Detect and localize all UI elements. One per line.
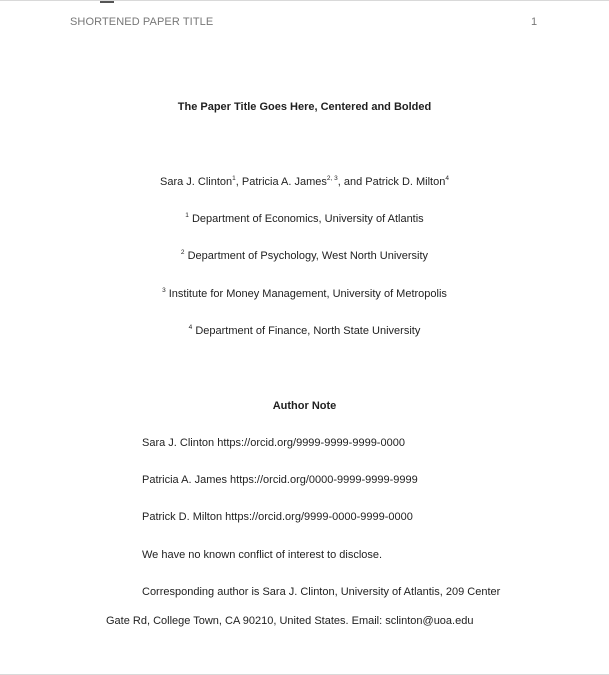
affiliation-sup: 3 [162, 287, 166, 294]
author-separator: , and [337, 176, 366, 188]
affiliation-line [0, 250, 609, 262]
affiliation-sup: 1 [185, 212, 189, 219]
conflict-statement: We have no known conflict of interest to disclose. [142, 549, 383, 561]
affiliation-line [0, 288, 609, 300]
author-affiliation-sup: 2, 3 [326, 175, 338, 182]
page-top-marker [100, 1, 114, 3]
author-separator: , [235, 176, 242, 188]
author-affiliation-sup: 4 [445, 175, 449, 182]
orcid-line: Sara J. Clinton https://orcid.org/9999-9999-9999-0000 [142, 437, 405, 449]
affiliation-sup: 4 [188, 324, 193, 331]
author-name: Sara J. Clinton [160, 176, 233, 188]
affiliation-text: Department of Economics, University of Atlantis [188, 213, 424, 225]
author-name: Patrick D. Milton [365, 176, 446, 188]
author-note-heading: Author Note [272, 400, 337, 412]
orcid-line: Patricia A. James https://orcid.org/0000-9999-9999-9999 [142, 474, 418, 486]
orcid-line: Patrick D. Milton https://orcid.org/9999-0000-9999-0000 [142, 511, 413, 523]
author-affiliation-sup: 1 [232, 175, 236, 182]
affiliation-text: Department of Finance, North State University [192, 325, 421, 337]
affiliation-text: Institute for Money Management, University of Metropolis [165, 288, 447, 300]
running-head: SHORTENED PAPER TITLE [70, 16, 214, 28]
affiliation-line [0, 325, 609, 337]
paper-title: The Paper Title Goes Here, Centered and Bolded [177, 101, 432, 113]
page-number: 1 [531, 16, 538, 28]
correspondence-line: Corresponding author is Sara J. Clinton, University of Atlantis, 209 Center [142, 586, 501, 598]
affiliation-text: Department of Psychology, West North University [184, 250, 429, 262]
affiliation-line [0, 213, 609, 225]
author-line [0, 176, 609, 188]
correspondence-line: Gate Rd, College Town, CA 90210, United States. Email: sclinton@uoa.edu [106, 615, 474, 627]
affiliation-sup: 2 [180, 249, 185, 256]
author-name: Patricia A. James [241, 176, 327, 188]
